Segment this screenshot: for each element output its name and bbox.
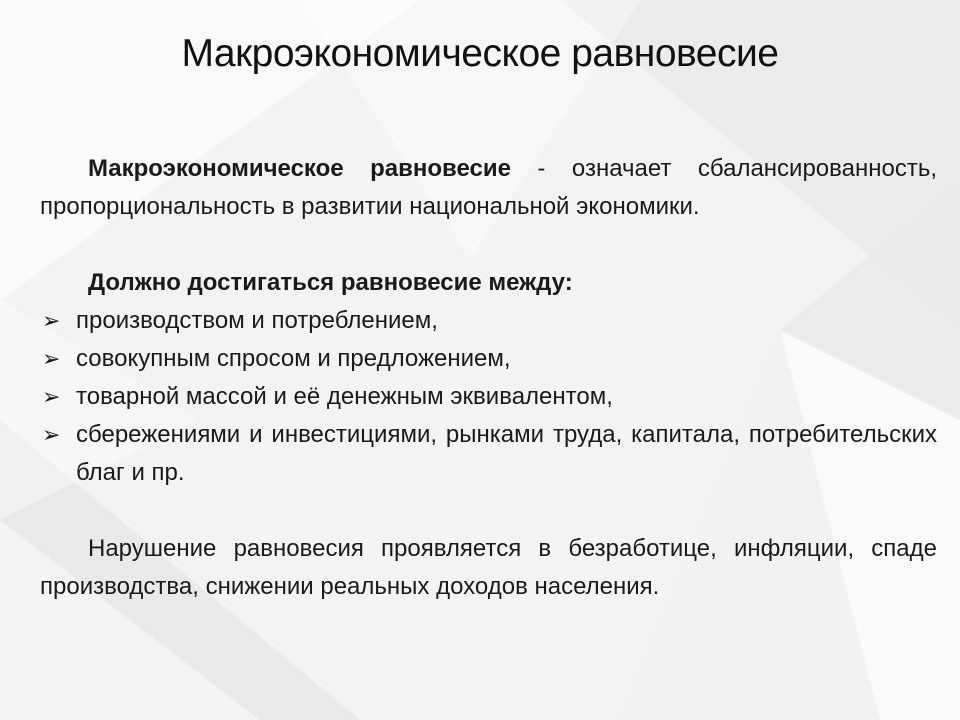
- slide-content: [40, 150, 937, 606]
- bullet-list: [40, 302, 937, 492]
- spacer: [40, 226, 937, 264]
- arrow-check-icon: ➢: [42, 308, 61, 333]
- arrow-check-icon: ➢: [42, 346, 61, 371]
- subheading: Должно достигаться равновесие между:: [88, 269, 573, 296]
- list-item: [40, 340, 937, 378]
- list-item: [40, 378, 937, 416]
- arrow-check-icon: ➢: [42, 422, 61, 447]
- arrow-check-icon: ➢: [42, 384, 61, 409]
- page-title: Макроэкономическое равновесие: [181, 32, 779, 75]
- list-item-text: товарной массой и её денежным эквивалентом,: [76, 383, 613, 410]
- spacer: [40, 492, 937, 530]
- definition-text: - означает сбалансированность, пропорциональность в развитии национальной экономики.: [40, 155, 937, 220]
- list-item-text: производством и потреблением,: [76, 307, 438, 334]
- list-item: [40, 416, 937, 492]
- definition-term: Макроэкономическое равновесие: [88, 155, 511, 182]
- definition-paragraph: [40, 150, 937, 226]
- list-item-text: сбережениями и инвестициями, рынками труда, капитала, потребительских благ и пр.: [76, 421, 937, 486]
- list-item: [40, 302, 937, 340]
- conclusion-paragraph: Нарушение равновесия проявляется в безработице, инфляции, спаде производства, снижении реальных доходов населения.: [40, 535, 937, 600]
- list-item-text: совокупным спросом и предложением,: [76, 345, 511, 372]
